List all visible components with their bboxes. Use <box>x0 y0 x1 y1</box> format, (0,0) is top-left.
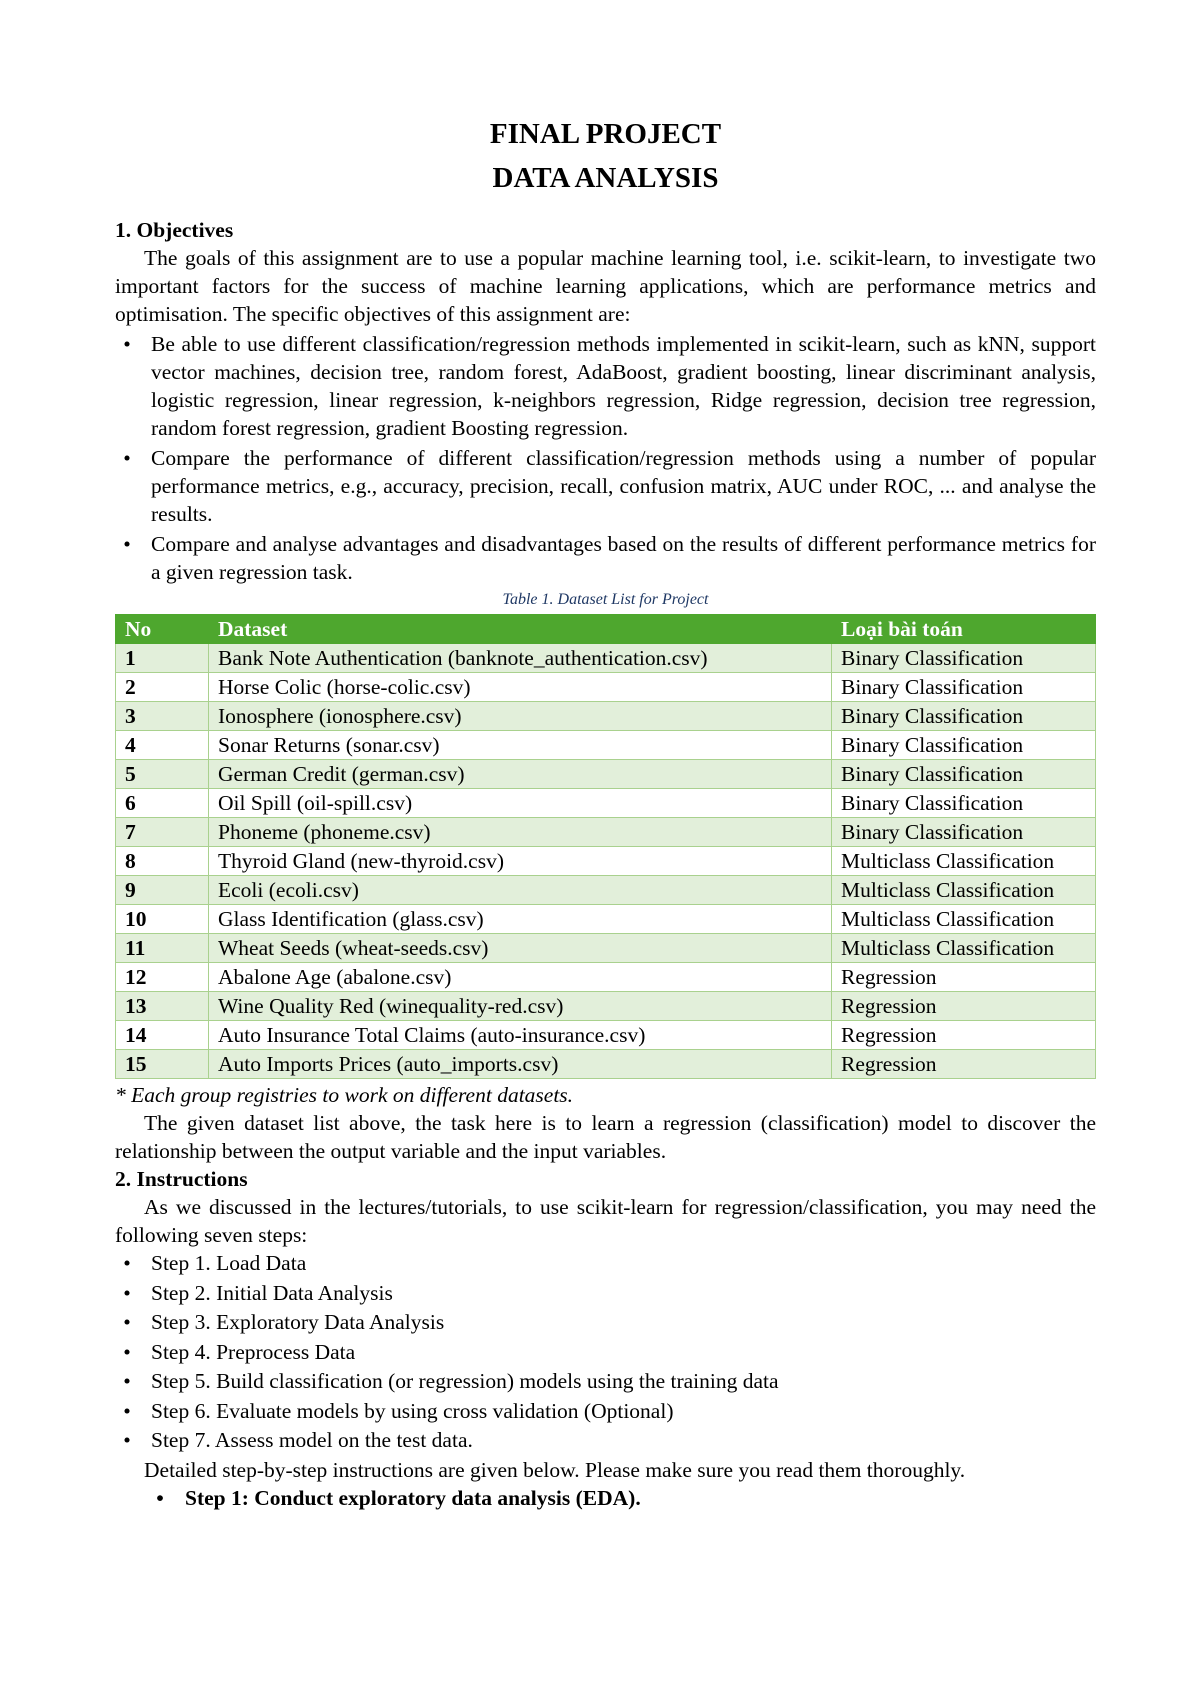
cell-no: 2 <box>116 673 209 702</box>
cell-dataset: Thyroid Gland (new-thyroid.csv) <box>209 847 832 876</box>
cell-type: Binary Classification <box>832 789 1096 818</box>
step-item <box>115 1279 1096 1309</box>
step-text: Step 6. Evaluate models by using cross validation (Optional) <box>151 1398 674 1423</box>
step-text: Step 4. Preprocess Data <box>151 1339 356 1364</box>
objectives-list <box>115 330 1096 586</box>
step-text: Step 2. Initial Data Analysis <box>151 1280 393 1305</box>
bullet-icon: • <box>123 1251 131 1275</box>
table-row <box>116 673 1096 702</box>
bullet-icon: • <box>123 1369 131 1393</box>
cell-no: 14 <box>116 1021 209 1050</box>
table-row <box>116 992 1096 1021</box>
cell-no: 1 <box>116 644 209 673</box>
header-no: No <box>116 615 209 644</box>
step-item <box>115 1338 1096 1368</box>
cell-dataset: Wine Quality Red (winequality-red.csv) <box>209 992 832 1021</box>
cell-type: Binary Classification <box>832 818 1096 847</box>
cell-no: 10 <box>116 905 209 934</box>
group-note: * Each group registries to work on different datasets. <box>115 1083 574 1107</box>
instructions-intro: As we discussed in the lectures/tutorials, to use scikit-learn for regression/classification, you may need the following seven steps: <box>115 1195 1096 1247</box>
table-row <box>116 731 1096 760</box>
cell-dataset: Auto Insurance Total Claims (auto-insurance.csv) <box>209 1021 832 1050</box>
objective-item <box>115 330 1096 442</box>
bullet-icon: • <box>123 332 131 356</box>
table-row <box>116 876 1096 905</box>
step-text: Step 1. Load Data <box>151 1251 307 1275</box>
cell-dataset: Ecoli (ecoli.csv) <box>209 876 832 905</box>
step-item <box>115 1397 1096 1427</box>
step-item <box>115 1249 1096 1279</box>
table-row <box>116 760 1096 789</box>
bullet-icon: • <box>123 1428 131 1452</box>
step1-text: Step 1: Conduct exploratory data analysis (EDA). <box>185 1485 641 1510</box>
cell-type: Multiclass Classification <box>832 934 1096 963</box>
objective-item <box>115 530 1096 586</box>
cell-no: 5 <box>116 760 209 789</box>
bullet-icon: • <box>123 446 131 470</box>
objectives-intro: The goals of this assignment are to use a popular machine learning tool, i.e. scikit-learn, to investigate two important factors for the success of machine learning applications, which are performance metrics and optimisation. The specific objectives of this assignment are: <box>115 246 1096 326</box>
bullet-icon: • <box>123 1310 131 1334</box>
cell-type: Multiclass Classification <box>832 905 1096 934</box>
cell-dataset: Sonar Returns (sonar.csv) <box>209 731 832 760</box>
step-text: Step 3. Exploratory Data Analysis <box>151 1310 445 1334</box>
step-item <box>115 1367 1096 1397</box>
cell-type: Binary Classification <box>832 673 1096 702</box>
cell-no: 8 <box>116 847 209 876</box>
bullet-icon: • <box>123 532 131 556</box>
table-header-row <box>116 615 1096 644</box>
cell-dataset: Wheat Seeds (wheat-seeds.csv) <box>209 934 832 963</box>
detail-paragraph: Detailed step-by-step instructions are given below. Please make sure you read them thoroughly. <box>144 1457 966 1482</box>
table-row <box>116 789 1096 818</box>
cell-dataset: German Credit (german.csv) <box>209 760 832 789</box>
dataset-table <box>115 614 1096 1079</box>
cell-no: 11 <box>116 934 209 963</box>
table-row <box>116 644 1096 673</box>
cell-dataset: Ionosphere (ionosphere.csv) <box>209 702 832 731</box>
cell-type: Regression <box>832 992 1096 1021</box>
objectives-heading: 1. Objectives <box>115 218 234 242</box>
table-row <box>116 963 1096 992</box>
step-text: Step 5. Build classification (or regression) models using the training data <box>151 1369 779 1393</box>
cell-type: Regression <box>832 963 1096 992</box>
cell-type: Regression <box>832 1050 1096 1079</box>
table-row <box>116 1050 1096 1079</box>
cell-dataset: Phoneme (phoneme.csv) <box>209 818 832 847</box>
cell-type: Binary Classification <box>832 702 1096 731</box>
bullet-icon: • <box>123 1339 131 1364</box>
cell-type: Multiclass Classification <box>832 876 1096 905</box>
cell-dataset: Oil Spill (oil-spill.csv) <box>209 789 832 818</box>
cell-type: Binary Classification <box>832 760 1096 789</box>
step1-list <box>115 1484 1096 1512</box>
cell-dataset: Bank Note Authentication (banknote_authentication.csv) <box>209 644 832 673</box>
bullet-icon: • <box>123 1398 131 1423</box>
instructions-heading: 2. Instructions <box>115 1167 248 1191</box>
table-row <box>116 702 1096 731</box>
cell-type: Multiclass Classification <box>832 847 1096 876</box>
table-row <box>116 905 1096 934</box>
cell-no: 15 <box>116 1050 209 1079</box>
cell-dataset: Glass Identification (glass.csv) <box>209 905 832 934</box>
objective-item <box>115 444 1096 528</box>
step-item <box>115 1308 1096 1338</box>
step1-item <box>115 1484 1096 1512</box>
cell-type: Binary Classification <box>832 644 1096 673</box>
title-line-2: DATA ANALYSIS <box>492 162 719 194</box>
bullet-icon: • <box>123 1280 131 1305</box>
cell-no: 7 <box>116 818 209 847</box>
table-row <box>116 847 1096 876</box>
cell-dataset: Auto Imports Prices (auto_imports.csv) <box>209 1050 832 1079</box>
step-item <box>115 1426 1096 1456</box>
cell-no: 6 <box>116 789 209 818</box>
bullet-icon: • <box>156 1485 164 1510</box>
title-line-1: FINAL PROJECT <box>489 118 722 150</box>
header-dataset: Dataset <box>209 615 832 644</box>
cell-dataset: Horse Colic (horse-colic.csv) <box>209 673 832 702</box>
cell-no: 13 <box>116 992 209 1021</box>
steps-list <box>115 1249 1096 1456</box>
table-row <box>116 1021 1096 1050</box>
objective-text: Compare the performance of different classification/regression methods using a number of popular performance metrics, e.g., accuracy, precision, recall, confusion matrix, AUC under ROC, ... and analyse the results. <box>151 446 1096 526</box>
table-row <box>116 818 1096 847</box>
table-caption: Table 1. Dataset List for Project <box>502 591 709 608</box>
objective-text: Compare and analyse advantages and disadvantages based on the results of different performance metrics for a given regression task. <box>151 532 1096 584</box>
cell-type: Binary Classification <box>832 731 1096 760</box>
cell-dataset: Abalone Age (abalone.csv) <box>209 963 832 992</box>
cell-type: Regression <box>832 1021 1096 1050</box>
step-text: Step 7. Assess model on the test data. <box>151 1428 473 1452</box>
after-table-paragraph: The given dataset list above, the task here is to learn a regression (classification) model to discover the relationship between the output variable and the input variables. <box>115 1111 1096 1163</box>
cell-no: 3 <box>116 702 209 731</box>
cell-no: 9 <box>116 876 209 905</box>
objective-text: Be able to use different classification/regression methods implemented in scikit-learn, such as kNN, support vector machines, decision tree, random forest, AdaBoost, gradient boosting, linear discriminant analysis, logistic regression, linear regression, k-neighbors regression, Ridge regression, decision tree regression, random forest regression, gradient Boosting regression. <box>151 332 1096 440</box>
header-problem-type: Loại bài toán <box>832 615 1096 644</box>
table-row <box>116 934 1096 963</box>
cell-no: 4 <box>116 731 209 760</box>
cell-no: 12 <box>116 963 209 992</box>
